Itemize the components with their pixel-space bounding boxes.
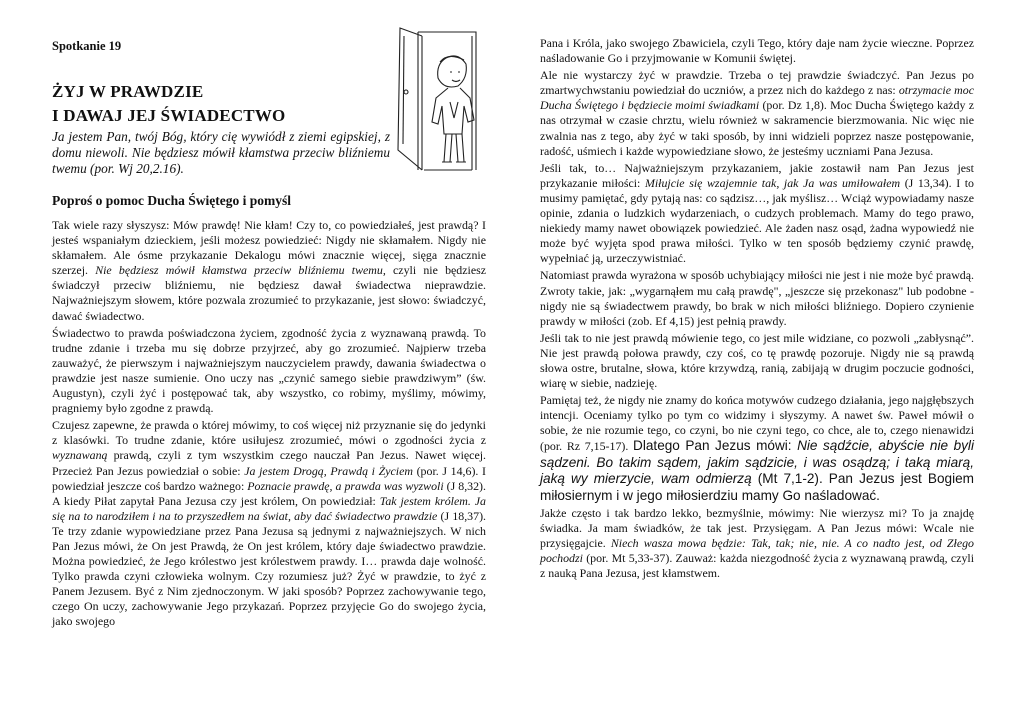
title-line-2: I DAWAJ JEJ ŚWIADECTWO — [52, 106, 286, 125]
title-line-1: ŻYJ W PRAWDZIE — [52, 82, 204, 101]
right-column-text — [540, 36, 974, 584]
paragraph: Jeśli tak to nie jest prawdą mówienie tego, co jest mile widziane, co pozwoli „zabłysnąć”. Nie jest prawdą połowa prawdy, czy coś, co tę prawdę pozoruje. Nigdy nie są prawdą słowa ostre, brutalne, słowa, które krzywdzą, ranią, zabijają w drugim poczucie godności, wiarę w siebie, nadzieję. — [540, 330, 974, 391]
paragraph: Ale nie wystarczy żyć w prawdzie. Trzeba o tej prawdzie świadczyć. Pan Jezus po zmartwychwstaniu powiedział do uczniów, a przez nich do każdego z nas: otrzymacie moc Ducha Świętego i będziecie moimi świadkami (por. Dz 1,8). Moc Ducha Świętego każdy z nas otrzymał w czasie chrztu, wielu również w sakramencie bierzmowania. Nic więc nie zwalnia nas z tego, aby żyć w taki sposób, by inni widzieli poprzez nasze postępowanie, radość, uśmiech i każde wypowiedziane słowo, że jesteśmy uczniami Pana Jezusa. — [540, 68, 974, 158]
paragraph: Pamiętaj też, że nigdy nie znamy do końca motywów cudzego działania, jego najgłębszych intencji. Oceniamy tylko po tym co widzimy i słyszymy. A nawet św. Paweł mówił o sobie, że nie rozumie tego, co czyni, bo nie czyni tego, co chce, ale to, czego nienawidzi (por. Rz 7,15-17). Dlatego Pan Jezus mówi: Nie sądźcie, abyście nie byli sądzeni. Bo takim sądem, jakim sądzicie, i was osądzą; i taką miarą, jaką wy mierzycie, wam odmierzą (Mt 7,1-2). Pan Jezus jest Bogiem miłosiernym i w jego miłosierdziu mamy Go naśladować. — [540, 393, 974, 503]
paragraph: Czujesz zapewne, że prawda o której mówimy, to coś więcej niż przyznanie się do jedynki z klasówki. To trudne zdanie, które usiłujesz zrozumieć, mówi o zgodności życia z wyznawaną prawdą, czyli z tym wszystkim czego nauczał Pan Jezus. Nawet więcej. Przecież Pan Jezus powiedział o sobie: Ja jestem Drogą, Prawdą i Życiem (por. J 14,6). I powiedział jeszcze coś bardzo ważnego: Poznacie prawdę, a prawda was wyzwoli (J 8,32). A kiedy Piłat zapytał Pana Jezusa czy jest królem, On powiedział: Tak jestem królem. Ja się na to narodziłem i na to przyszedłem na świat, aby dać świadectwo prawdzie (J 18,37). Te trzy zdanie wypowiedziane przez Pana Jezusa są jednymi z najważniejszych. W nich Pan Jezus mówi, że On jest Prawdą, że On jest królem, który daje świadectwo prawdzie. Można powiedzieć, że Jego królestwo jest królestwem prawdy. I… prawda daje wolność. Tylko prawda czyni człowieka wolnym. Czy rozumiesz już? Żyć w prawdzie, to żyć z Panem Jezusem. Być z Nim zjednoczonym. W jaki sposób? Poprzez zachowywanie tego, czego On uczy, zachowywanie Jego przykazań. Poprzez przyjęcie Go do swojego życia, jako swojego — [52, 418, 486, 629]
meeting-label: Spotkanie 19 — [52, 39, 122, 53]
left-column-text — [52, 218, 486, 632]
paragraph: Świadectwo to prawda poświadczona życiem, zgodność życia z wyznawaną prawdą. To trudne zdanie i trzeba mu się dobrze przyjrzeć, aby go zrozumieć. Najpierw trzeba zauważyć, że pierwszym i najważniejszym nauczycielem prawdy, dawania świadectwa o prawdzie jest nasze sumienie. Ono uczy nas „czynić samego siebie prawdziwym” (św. Augustyn), czyli żyć i postępować tak, aby wszystko, co robimy, myślimy, mówimy, pragniemy było zgodne z prawdą. — [52, 325, 486, 416]
child-in-doorway-drawing — [388, 22, 488, 172]
paragraph: Jakże często i tak bardzo lekko, bezmyślnie, mówimy: Nie wierzysz mi? To ja znajdę świadka. Ja mam świadków, że tak jest. Przysięgam. A Pan Jezus mówi: Wcale nie przysięgajcie. Niech wasza mowa będzie: Tak, tak; nie, nie. A co nadto jest, od Złego pochodzi (por. Mt 5,33-37). Zauważ: każda niezgodność życia z wyznawaną prawdą, czyli z nauką Pana Jezusa, jest kłamstwem. — [540, 506, 974, 581]
paragraph: Jeśli tak, to… Najważniejszym przykazaniem, jakie zostawił nam Pan Jezus jest przykazanie miłości: Miłujcie się wzajemnie tak, jak Ja was umiłowałem (J 13,34). I to musimy pamiętać, gdy pytają nas: co sądzisz…, jak myślisz… Wciąż wypowiadamy nasze opinie, zdania o ludzkich wydarzeniach, o cudzych problemach. Mamy do tego prawo, niekiedy mamy nawet obowiązek powiedzieć. Ale żaden nasz osąd, żadna wypowiedź nie może być wyjęta spod prawa miłości. Tylko w ten sposób będziemy czynić prawdę, wypełniać ją, urzeczywistniać. — [540, 160, 975, 266]
page-title — [52, 80, 285, 128]
section-heading: Poproś o pomoc Ducha Świętego i pomyśl — [52, 193, 292, 208]
paragraph: Tak wiele razy słyszysz: Mów prawdę! Nie kłam! Czy to, co powiedziałeś, jest prawdą? I jesteś wspaniałym dzieckiem, jeśli możesz powiedzieć: Nigdy nie skłamałem. Nigdy nie skłamałem. Ale ósme przykazanie Dekalogu mówi znacznie więcej, sięga znacznie szerzej. Nie będziesz mówił kłamstwa przeciw bliźniemu twemu, czyli nie będziesz świadczył przeciw bliźniemu, nie będziesz dawał świadectwa nieprawdzie. Najważniejszym słowem, które pozwala zrozumieć to przykazanie, jest słowo: świadczyć, dawać świadectwo. — [52, 218, 486, 323]
motto-quote: Ja jestem Pan, twój Bóg, który cię wywiódł z ziemi egipskiej, z domu niewoli. Nie będziesz mówił kłamstwa przeciw bliźniemu twemu (por. Wj 20,2.16). — [52, 129, 390, 176]
paragraph: Natomiast prawda wyrażona w sposób uchybiający miłości nie jest i nie może być prawdą. Zwroty takie, jak: „wygarnąłem mu całą prawdę", „jeszcze się przekonasz" lub podobne - nigdy nie są świadectwem prawdy, bo brak w nich miłości bliźniego. Dopiero czynienie prawdy w miłości (zob. Ef 4,15) jest pełnią prawdy. — [540, 268, 974, 328]
paragraph: Pana i Króla, jako swojego Zbawiciela, czyli Tego, który daje nam życie wieczne. Poprzez naśladowanie Go i przyjmowanie w Komunii świętej. — [540, 36, 974, 66]
